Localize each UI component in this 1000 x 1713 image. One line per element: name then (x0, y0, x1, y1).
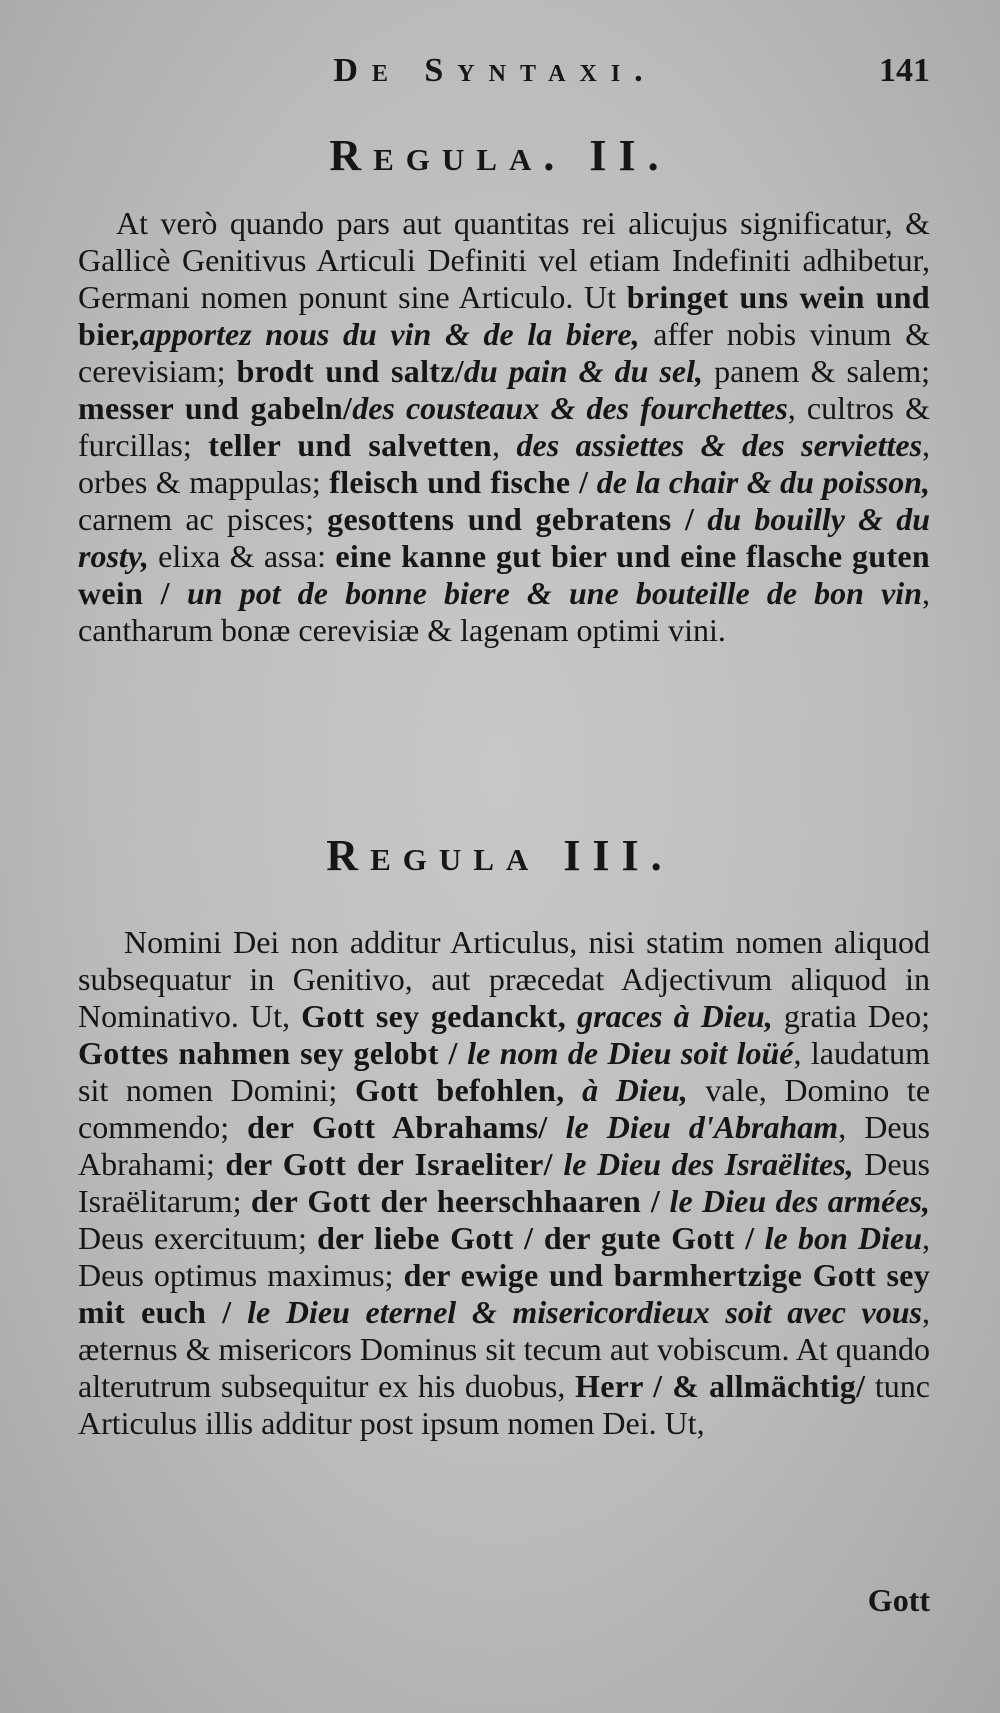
catchword: Gott (867, 1582, 930, 1618)
french-example: des assiettes & des serviettes (516, 427, 923, 463)
latin-text: , æternus & misericors Dominus sit tecum aut vobiscum. At quando alterutrum subsequitur ex his duobus, (78, 1294, 931, 1404)
latin-text: vale, Domino te commendo; (78, 1072, 931, 1145)
german-example: teller und salvetten (208, 427, 492, 463)
latin-text: elixa & assa: (148, 538, 336, 574)
german-example: Gott befohlen, (355, 1072, 565, 1108)
french-example: du bouilly & du rosty, (78, 501, 931, 574)
german-example: der Gott der heerschhaaren / (251, 1183, 661, 1219)
rule-3-paragraph (78, 924, 930, 1442)
latin-text: At verò quando pars aut quantitas rei alicujus significatur, & Gallicè Genitivus Articuli Definiti vel etiam Indefiniti adhibetur, Germani nomen ponunt sine Articulo. Ut (78, 205, 930, 315)
latin-text: , Deus optimus maximus; (78, 1220, 931, 1293)
german-example: brodt und saltz/ (236, 353, 464, 389)
german-example: der Gott der Israeliter/ (225, 1146, 553, 1182)
german-example: der ewige und barmhertzige Gott sey mit euch / (78, 1257, 931, 1330)
german-example: der liebe Gott / der gute Gott / (317, 1220, 755, 1256)
french-example: le nom de Dieu soit loüé (457, 1035, 794, 1071)
german-example: gesottens und gebratens / (327, 501, 695, 537)
latin-text: , orbes & mappulas; (78, 427, 931, 500)
rule-2-heading: Regula. II. (329, 131, 671, 180)
latin-text: Nomini Dei non additur Articulus, nisi statim nomen aliquod subsequatur in Genitivo, aut præcedat Adjectivum aliquod in Nominativo. Ut, (78, 924, 930, 1034)
german-example: messer und gabeln/ (78, 390, 353, 426)
page-header (60, 52, 930, 102)
page-number: 141 (879, 52, 930, 89)
german-example: der Gott Abrahams/ (247, 1109, 548, 1145)
latin-text: , (491, 427, 517, 463)
latin-text: , Deus Abrahami; (78, 1109, 931, 1182)
french-example: apportez nous du vin & de la biere, (139, 316, 640, 352)
french-example: le bon Dieu (754, 1220, 923, 1256)
latin-text: , cultros & furcillas; (78, 390, 931, 463)
french-example: à Dieu, (564, 1072, 688, 1108)
latin-text: , laudatum sit nomen Domini; (78, 1035, 930, 1108)
french-example: un pot de bonne biere & une bouteille de bon vin (169, 575, 922, 611)
german-example: Gott sey gedanckt, (301, 998, 567, 1034)
rule-3-heading: Regula III. (326, 831, 674, 880)
rule-2-paragraph (78, 205, 930, 649)
french-example: des cousteaux & des fourchettes (352, 390, 788, 426)
latin-text: affer nobis vinum & cerevisiam; (78, 316, 931, 389)
german-example: Herr / & allmächtig/ (575, 1368, 866, 1404)
french-example: graces à Dieu, (566, 998, 773, 1034)
latin-text: Deus Israëlitarum; (78, 1146, 931, 1219)
running-title: De Syntaxi. (333, 52, 657, 89)
german-example: eine kanne gut bier und eine flasche guten wein / (78, 538, 930, 611)
french-example: le Dieu des Israëlites, (552, 1146, 854, 1182)
latin-text: carnem ac pisces; (78, 501, 328, 537)
latin-text: Deus exercituum; (78, 1220, 318, 1256)
french-example: du pain & du sel, (463, 353, 704, 389)
german-example: bringet uns wein und bier, (78, 279, 930, 352)
french-example: de la chair & du poisson, (588, 464, 931, 500)
french-example: le Dieu des armées, (660, 1183, 931, 1219)
german-example: fleisch und fische / (329, 464, 589, 500)
latin-text: tunc Articulus illis additur post ipsum nomen Dei. Ut, (78, 1368, 931, 1441)
latin-text: gratia Deo; (772, 998, 931, 1034)
french-example: le Dieu eternel & misericordieux soit avec vous (231, 1294, 923, 1330)
latin-text: panem & salem; (703, 353, 931, 389)
german-example: Gottes nahmen sey gelobt / (78, 1035, 458, 1071)
french-example: le Dieu d'Abraham (547, 1109, 839, 1145)
latin-text: , cantharum bonæ cerevisiæ & lagenam optimi vini. (78, 575, 930, 648)
